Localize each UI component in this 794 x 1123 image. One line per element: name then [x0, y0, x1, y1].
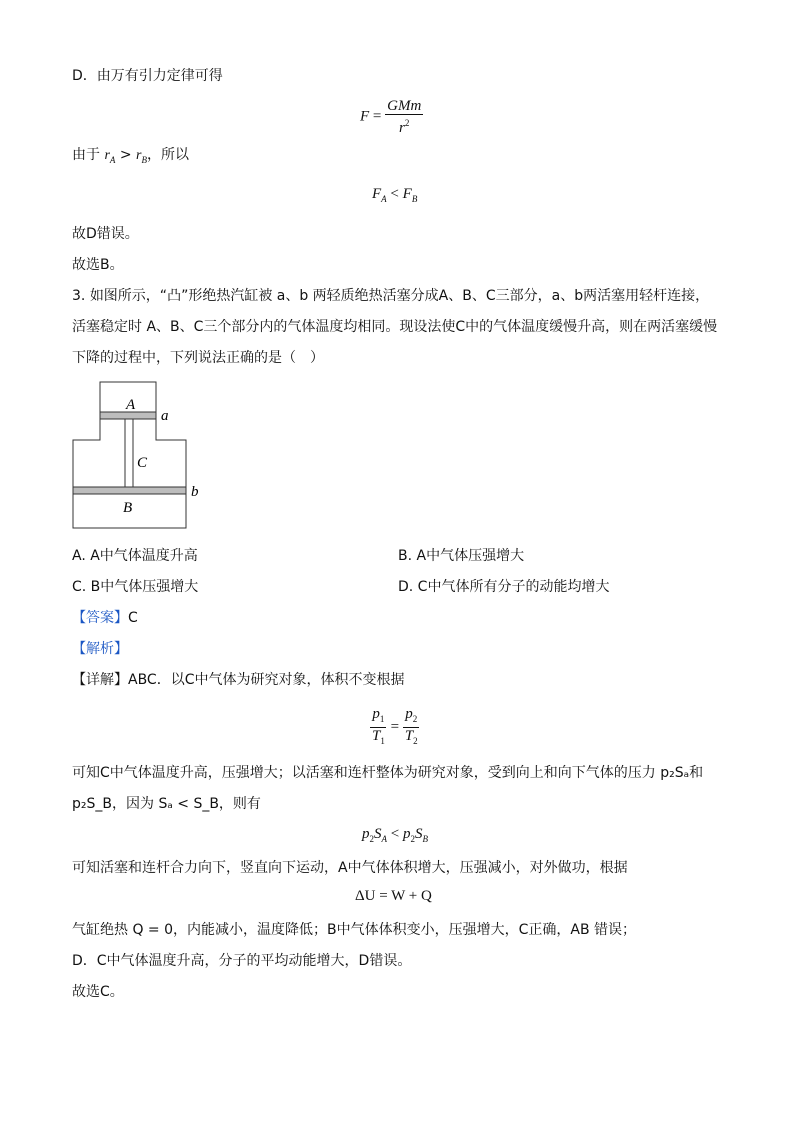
- fa-op: <: [390, 186, 399, 202]
- ps-a: p: [362, 826, 370, 842]
- detail-line-e: D．C中气体温度升高，分子的平均动能增大，D错误。: [72, 953, 412, 969]
- answer-tag: 【答案】: [72, 610, 128, 626]
- option-a: A. A中气体温度升高: [72, 548, 198, 564]
- detail-line-c: 可知活塞和连杆合力向下，竖直向下运动，A中气体体积增大，压强减小，对外做功，根据: [72, 860, 628, 876]
- label-b: b: [191, 484, 199, 500]
- detail-tag: 【详解】: [72, 672, 128, 688]
- cylinder-figure: [70, 380, 210, 532]
- ps-b-s-sub: B: [422, 834, 428, 844]
- d-wrong: 故D错误。: [72, 226, 139, 242]
- formula-denominator: r: [399, 120, 405, 136]
- label-B: B: [123, 500, 133, 516]
- ps-a-s: S: [374, 826, 382, 842]
- d1: T: [372, 728, 381, 744]
- label-C: C: [137, 455, 148, 471]
- since-prefix: 由于: [72, 147, 100, 163]
- since-suffix: ，所以: [147, 147, 189, 163]
- formula-numerator: GMm: [387, 98, 422, 114]
- question-line-2: 活塞稳定时 A、B、C三个部分内的气体温度均相同。现设法使C中的气体温度缓慢升高，则在两活塞缓慢: [72, 319, 718, 335]
- piston-b: [73, 487, 186, 494]
- piston-a: [100, 412, 156, 419]
- label-A: A: [126, 397, 136, 413]
- frac-1: [370, 706, 387, 749]
- since-a: r: [104, 148, 110, 163]
- since-line: [72, 145, 189, 170]
- question-line-3: 下降的过程中，下列说法正确的是（ ）: [72, 350, 324, 366]
- detail-line-b: p₂S_B，因为 Sₐ < S_B，则有: [72, 796, 261, 812]
- fa-sub: A: [381, 194, 387, 204]
- since-a-sub: A: [109, 154, 116, 165]
- ps-a-sub: 2: [369, 834, 374, 844]
- analysis-tag-text: 【解析】: [72, 641, 128, 657]
- formula-eq: =: [372, 108, 382, 125]
- detail-line-d: 气缸绝热 Q = 0，内能减小，温度降低；B中气体体积变小，压强增大，C正确，AB 错误；: [72, 922, 637, 938]
- question-line-1: [72, 286, 709, 306]
- option-d: D. C中气体所有分子的动能均增大: [398, 579, 610, 595]
- ps-b: p: [402, 826, 411, 842]
- formula-fraction: [385, 98, 423, 136]
- choose-b: 故选B。: [72, 257, 124, 273]
- d2-sub: 2: [413, 736, 418, 746]
- d-intro: D．由万有引力定律可得: [72, 68, 223, 84]
- answer-value: C: [128, 610, 138, 626]
- formula-ps: [362, 826, 428, 844]
- ps-b-s: S: [414, 826, 423, 842]
- pt-eq: =: [390, 718, 400, 735]
- n1-sub: 1: [379, 714, 385, 724]
- formula-du: ΔU = W + Q: [355, 888, 432, 904]
- answer-line: [72, 608, 138, 628]
- formula-exponent: 2: [404, 118, 410, 128]
- option-c: C. B中气体压强增大: [72, 579, 199, 595]
- n2: p: [405, 706, 413, 722]
- frac-2: [403, 706, 420, 749]
- label-a: a: [161, 408, 169, 424]
- analysis-tag: [72, 639, 128, 659]
- question-number: 3.: [72, 288, 86, 304]
- fa: F: [372, 186, 382, 202]
- formula-lhs: F: [360, 108, 370, 125]
- formula-pt: [370, 706, 420, 749]
- option-b: B. A中气体压强增大: [398, 548, 525, 564]
- choose-c: 故选C。: [72, 984, 124, 1000]
- fb: F: [402, 186, 412, 202]
- d2: T: [404, 728, 414, 744]
- fb-sub: B: [411, 194, 418, 204]
- formula-fa-fb: [372, 186, 417, 204]
- detail-line-1: [72, 670, 405, 690]
- formula-gravitation: [360, 98, 423, 136]
- detail-abc-intro: ABC．以C中气体为研究对象，体积不变根据: [128, 672, 405, 688]
- ps-op: <: [390, 826, 400, 842]
- n1: p: [372, 706, 380, 722]
- ps-a-s-sub: A: [381, 834, 387, 844]
- n2-sub: 2: [412, 714, 418, 724]
- since-b-sub: B: [141, 154, 147, 165]
- since-b: r: [136, 148, 142, 163]
- question-text-1: 如图所示，“凸”形绝热汽缸被 a、b 两轻质绝热活塞分成A、B、C三部分，a、b两活塞用轻杆连接，: [89, 288, 710, 304]
- detail-line-a: 可知C中气体温度升高，压强增大；以活塞和连杆整体为研究对象，受到向上和向下气体的压力 p₂Sₐ和: [72, 765, 704, 781]
- ps-b-sub: 2: [410, 834, 415, 844]
- since-op: >: [119, 147, 132, 163]
- d1-sub: 1: [380, 736, 385, 746]
